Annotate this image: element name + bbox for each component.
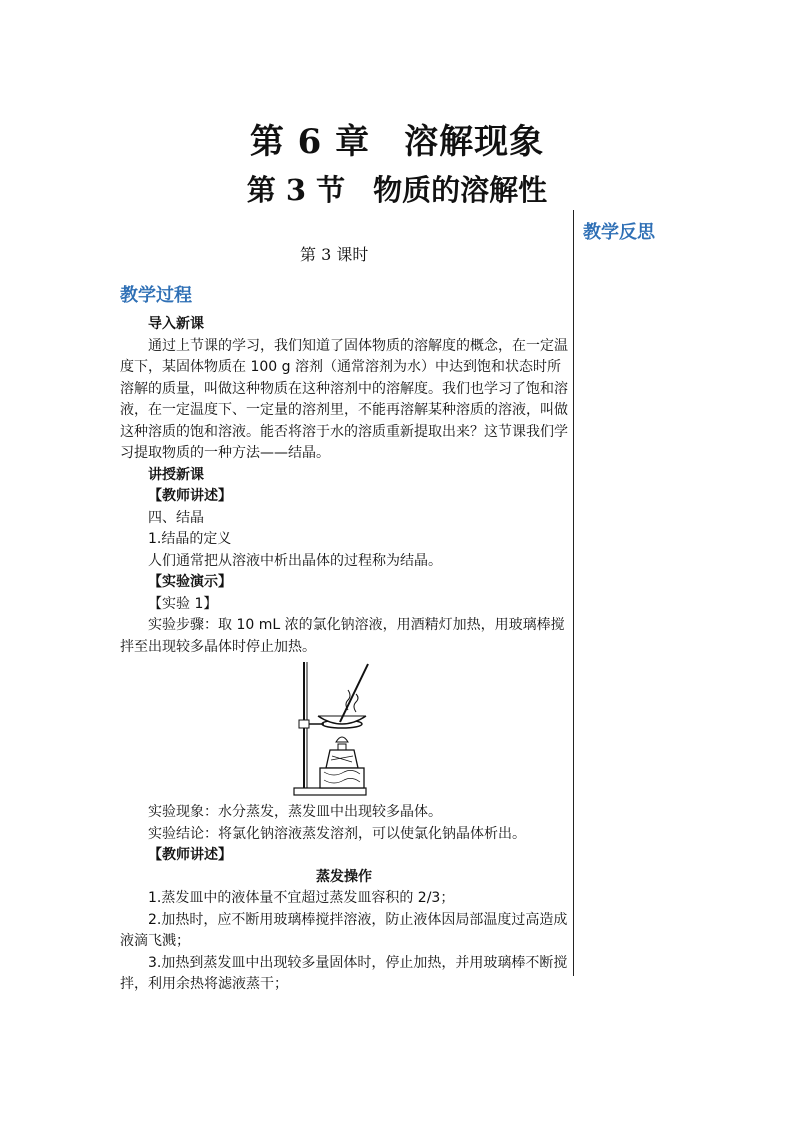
main-content: [120, 314, 568, 996]
column-divider: [573, 210, 574, 976]
definition-heading: 1.结晶的定义: [148, 531, 232, 547]
intro-paragraph: 通过上节课的学习，我们知道了固体物质的溶解度的概念，在一定温度下，某固体物质在 100 g 溶剂（通常溶剂为水）中达到饱和状态时所溶解的质量，叫做这种物质在这种溶剂中的溶解度。我们也学习了饱和溶液，在一定温度下、一定量的溶剂里，不能再溶解某种溶质的溶液，叫做这种溶质的饱和溶液。能否将溶于水的溶质重新提取出来？这节课我们学习提取物质的一种方法——结晶。: [120, 337, 568, 461]
chapter-number: 第 6 章: [249, 122, 371, 162]
section-number: 第 3 节: [246, 173, 346, 207]
teacher-tag: 【教师讲述】: [148, 488, 232, 504]
experiment-conclusion: 实验结论：将氯化钠溶液蒸发溶剂，可以使氯化钠晶体析出。: [148, 825, 526, 842]
experiment-phenomenon: 实验现象：水分蒸发，蒸发皿中出现较多晶体。: [148, 804, 442, 820]
chapter-title: [0, 114, 794, 163]
process-heading: 教学过程: [120, 285, 192, 306]
evaporation-item-2: 2.加热时，应不断用玻璃棒搅拌溶液，防止液体因局部温度过高造成液滴飞溅；: [120, 911, 568, 949]
chapter-name: 溶解现象: [404, 122, 545, 162]
evaporation-item-1: 1.蒸发皿中的液体量不宜超过蒸发皿容积的 2/3；: [148, 890, 455, 906]
reflection-heading: 教学反思: [583, 222, 655, 243]
section-title: [0, 168, 794, 209]
section-name: 物质的溶解性: [373, 173, 548, 207]
evaporation-heading: 蒸发操作: [316, 868, 372, 885]
demo-tag: 【实验演示】: [148, 574, 232, 590]
crystal-heading: 四、结晶: [148, 509, 204, 526]
new-lesson-heading: 讲授新课: [148, 466, 204, 483]
definition-text: 人们通常把从溶液中析出晶体的过程称为结晶。: [148, 552, 442, 569]
experiment-steps: 实验步骤：取 10 mL 浓的氯化钠溶液，用酒精灯加热，用玻璃棒搅拌至出现较多晶体时停止加热。: [120, 617, 565, 655]
evaporation-apparatus-figure: [290, 660, 400, 798]
lesson-label: 第 3 课时: [300, 245, 369, 264]
teacher-tag-2: 【教师讲述】: [148, 847, 232, 863]
evaporation-item-3: 3.加热到蒸发皿中出现较多量固体时，停止加热，并用玻璃棒不断搅拌，利用余热将滤液蒸干；: [120, 954, 568, 992]
intro-heading: 导入新课: [148, 316, 204, 332]
experiment-tag: 【实验 1】: [148, 595, 218, 612]
